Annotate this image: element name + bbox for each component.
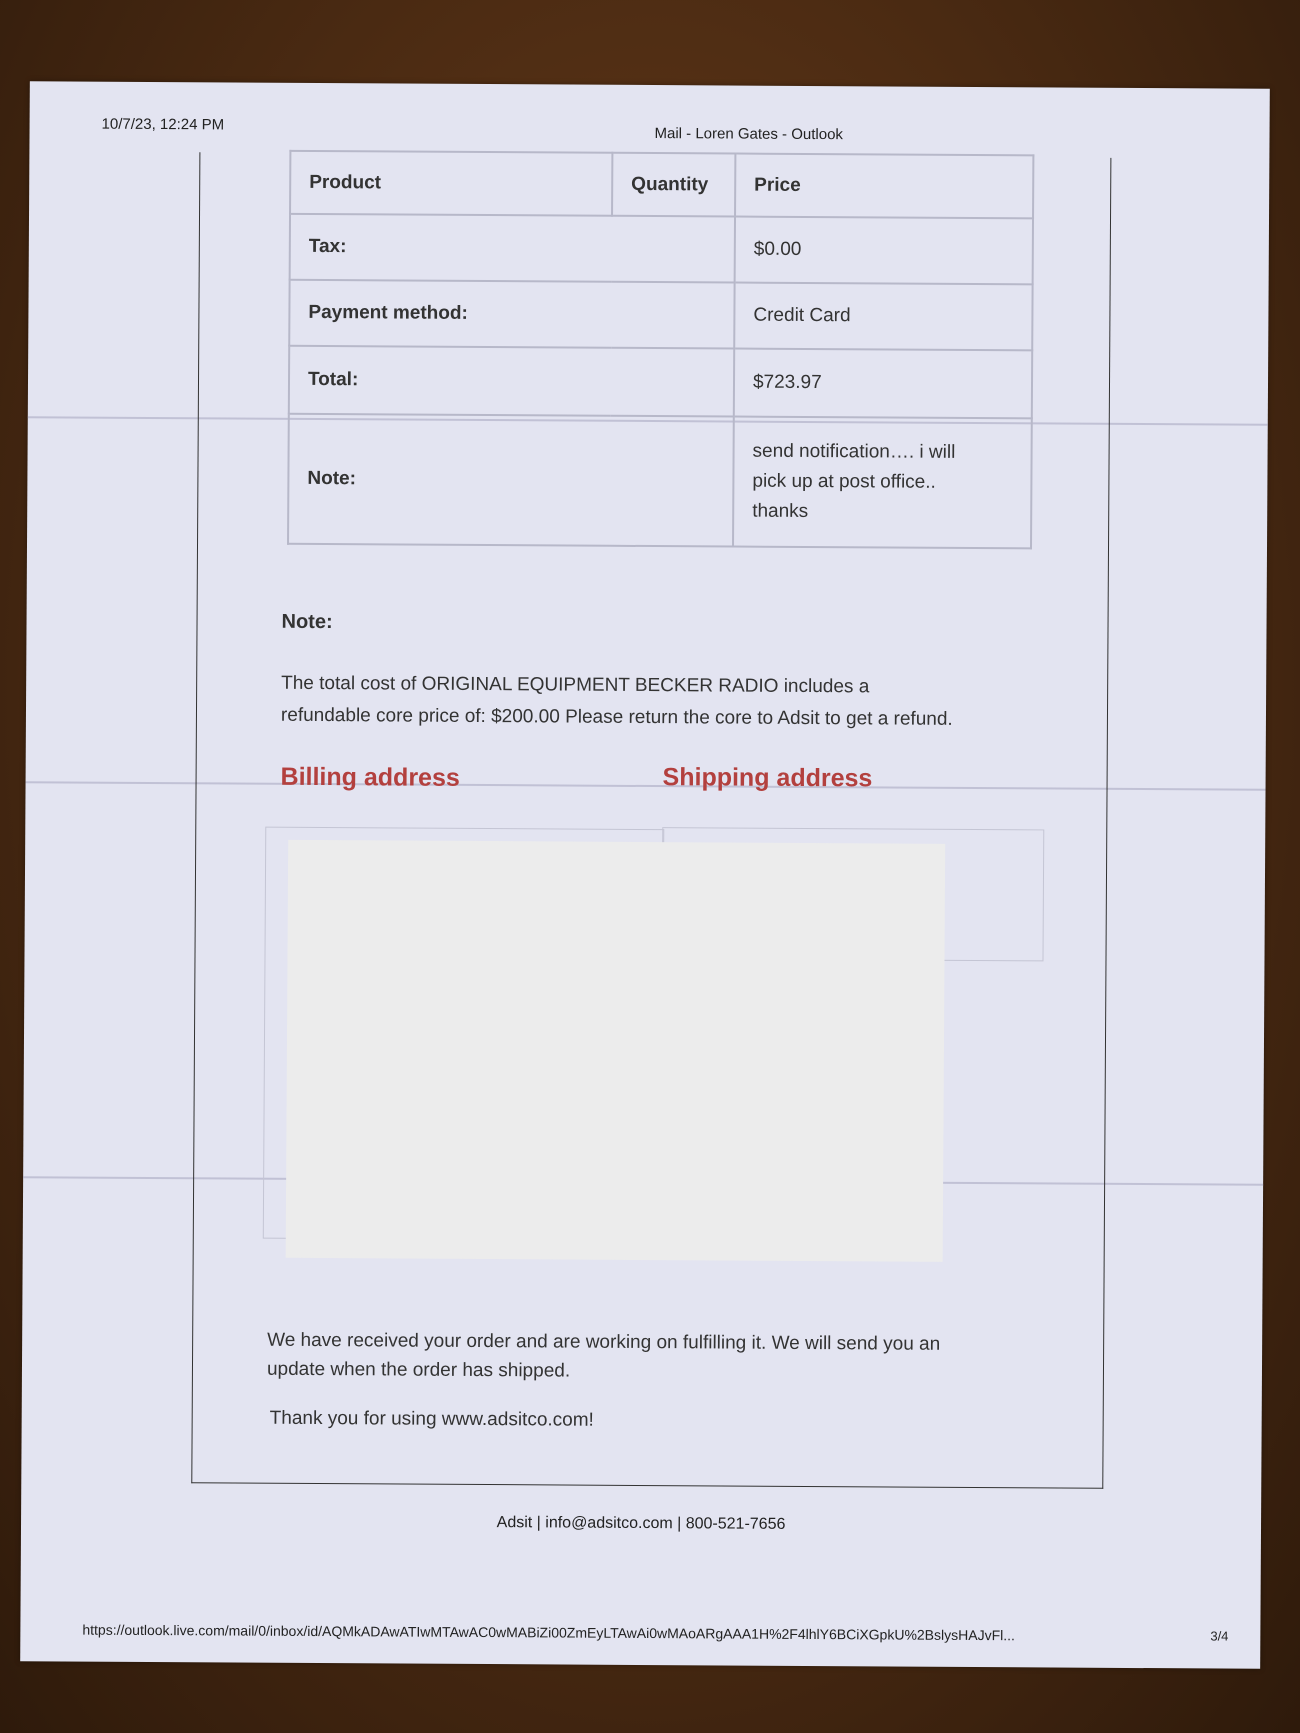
redaction-block: [286, 840, 946, 1262]
order-received-message: [267, 1326, 1067, 1389]
price-header: Price: [735, 154, 1033, 219]
table-row: [288, 414, 1032, 549]
shipping-address-heading: Shipping address: [662, 763, 873, 793]
table-row: [289, 346, 1032, 419]
note-text-line: The total cost of ORIGINAL EQUIPMENT BECKER RADIO includes a: [281, 672, 870, 698]
quantity-header: Quantity: [612, 153, 735, 217]
total-label: Total:: [289, 346, 734, 417]
note-text-line: refundable core price of: $200.00 Please return the core to Adsit to get a refund.: [280, 704, 953, 730]
page-number: 3/4: [1210, 1628, 1229, 1644]
order-table: [287, 150, 1034, 550]
note-line: thanks: [752, 500, 809, 522]
table-row: [290, 214, 1033, 285]
print-date: 10/7/23, 12:24 PM: [101, 115, 225, 134]
note-line: pick up at post office..: [752, 470, 936, 493]
print-title: Mail - Loren Gates - Outlook: [654, 125, 843, 144]
note-line: send notification…. i will: [752, 440, 956, 463]
note-heading: Note:: [281, 610, 333, 634]
payment-method-label: Payment method:: [289, 280, 734, 349]
note-value: [733, 417, 1032, 549]
table-header-row: [290, 151, 1033, 219]
note-label: Note:: [288, 414, 734, 547]
message-line: update when the order has shipped.: [266, 1358, 571, 1382]
total-value: $723.97: [734, 349, 1032, 419]
payment-method-value: Credit Card: [734, 283, 1032, 351]
printed-page: [20, 81, 1270, 1669]
thank-you-message: Thank you for using www.adsitco.com!: [269, 1407, 594, 1431]
billing-address-heading: Billing address: [280, 762, 460, 792]
message-line: We have received your order and are working on fulfilling it. We will send you an: [267, 1329, 941, 1355]
tax-label: Tax:: [290, 214, 735, 283]
contact-footer: Adsit | info@adsitco.com | 800-521-7656: [496, 1514, 786, 1533]
print-url: https://outlook.live.com/mail/0/inbox/id/AQMkADAwATIwMTAwAC0wMABiZi00ZmEyLTAwAi0wMAoARgAAA1H%2F4lhlY6BCiXGpkU%2BslysHAJvFl...: [82, 1621, 1016, 1644]
product-header: Product: [290, 151, 612, 216]
core-price-note: [281, 668, 1041, 737]
tax-value: $0.00: [735, 217, 1033, 285]
table-row: [289, 280, 1032, 351]
